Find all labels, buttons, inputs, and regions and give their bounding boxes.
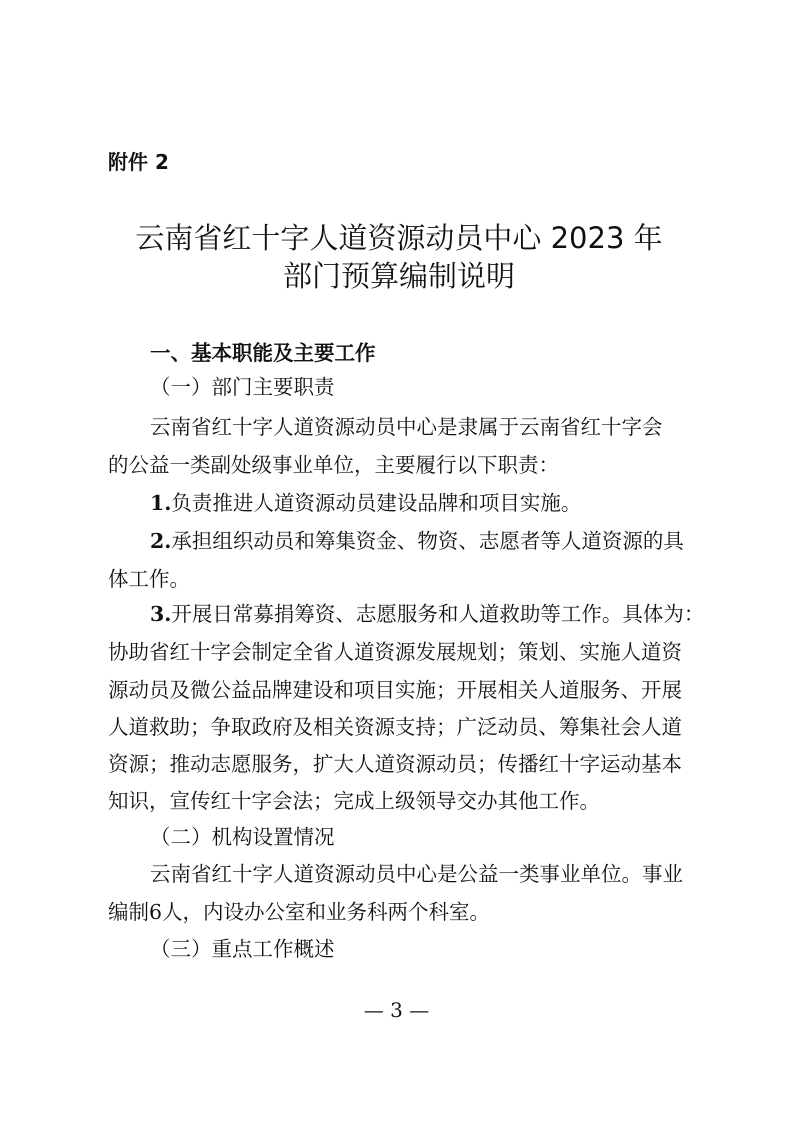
duty-item-2-text: 承担组织动员和筹集资金、物资、志愿者等人道资源的具: [171, 529, 684, 553]
duty-item-3-line-1: [150, 599, 705, 629]
duty-item-3-line-2: 协助省红十字会制定全省人道资源发展规划；策划、实施人道资: [108, 640, 682, 664]
subsection-heading-key-work: （三）重点工作概述: [150, 937, 335, 961]
duty-item-2-line-2: 体工作。: [108, 567, 190, 591]
duties-intro-line-2: 的公益一类副处级事业单位，主要履行以下职责：: [108, 453, 559, 477]
duty-item-3-line-3: 源动员及微公益品牌建设和项目实施；开展相关人道服务、开展: [108, 678, 682, 702]
duty-item-1: [150, 488, 698, 518]
duty-item-3-line-6: 知识，宣传红十字会法；完成上级领导交办其他工作。: [108, 789, 600, 813]
duty-item-2-number: 2.: [150, 529, 172, 553]
duty-item-3-number: 3.: [150, 602, 172, 626]
attachment-label: 附件 2: [108, 150, 169, 174]
duties-intro-line-1: 云南省红十字人道资源动员中心是隶属于云南省红十字会: [150, 415, 663, 439]
document-title-line-2: 部门预算编制说明: [282, 259, 515, 293]
duty-item-1-text: 负责推进人道资源动员建设品牌和项目实施。: [171, 491, 582, 515]
duty-item-2-line-1: [150, 526, 698, 556]
duty-item-3-text: 开展日常募捐筹资、志愿服务和人道救助等工作。具体为：: [171, 602, 705, 626]
document-title-line-1: 云南省红十字人道资源动员中心 2023 年: [135, 221, 663, 255]
duty-item-3-line-4: 人道救助；争取政府及相关资源支持；广泛动员、筹集社会人道: [108, 715, 682, 739]
duty-item-3-line-5: 资源；推动志愿服务，扩大人道资源动员；传播红十字运动基本: [108, 752, 682, 776]
page-number: — 3 —: [363, 998, 430, 1022]
organization-text-line-2: 编制6人，内设办公室和业务科两个科室。: [108, 900, 491, 924]
subsection-heading-main-duties: （一）部门主要职责: [150, 375, 335, 399]
duty-item-1-number: 1.: [150, 491, 172, 515]
organization-text-line-1: 云南省红十字人道资源动员中心是公益一类事业单位。事业: [150, 862, 683, 886]
subsection-heading-organization: （二）机构设置情况: [150, 825, 335, 849]
section-heading-basic-functions: 一、基本职能及主要工作: [150, 341, 376, 365]
